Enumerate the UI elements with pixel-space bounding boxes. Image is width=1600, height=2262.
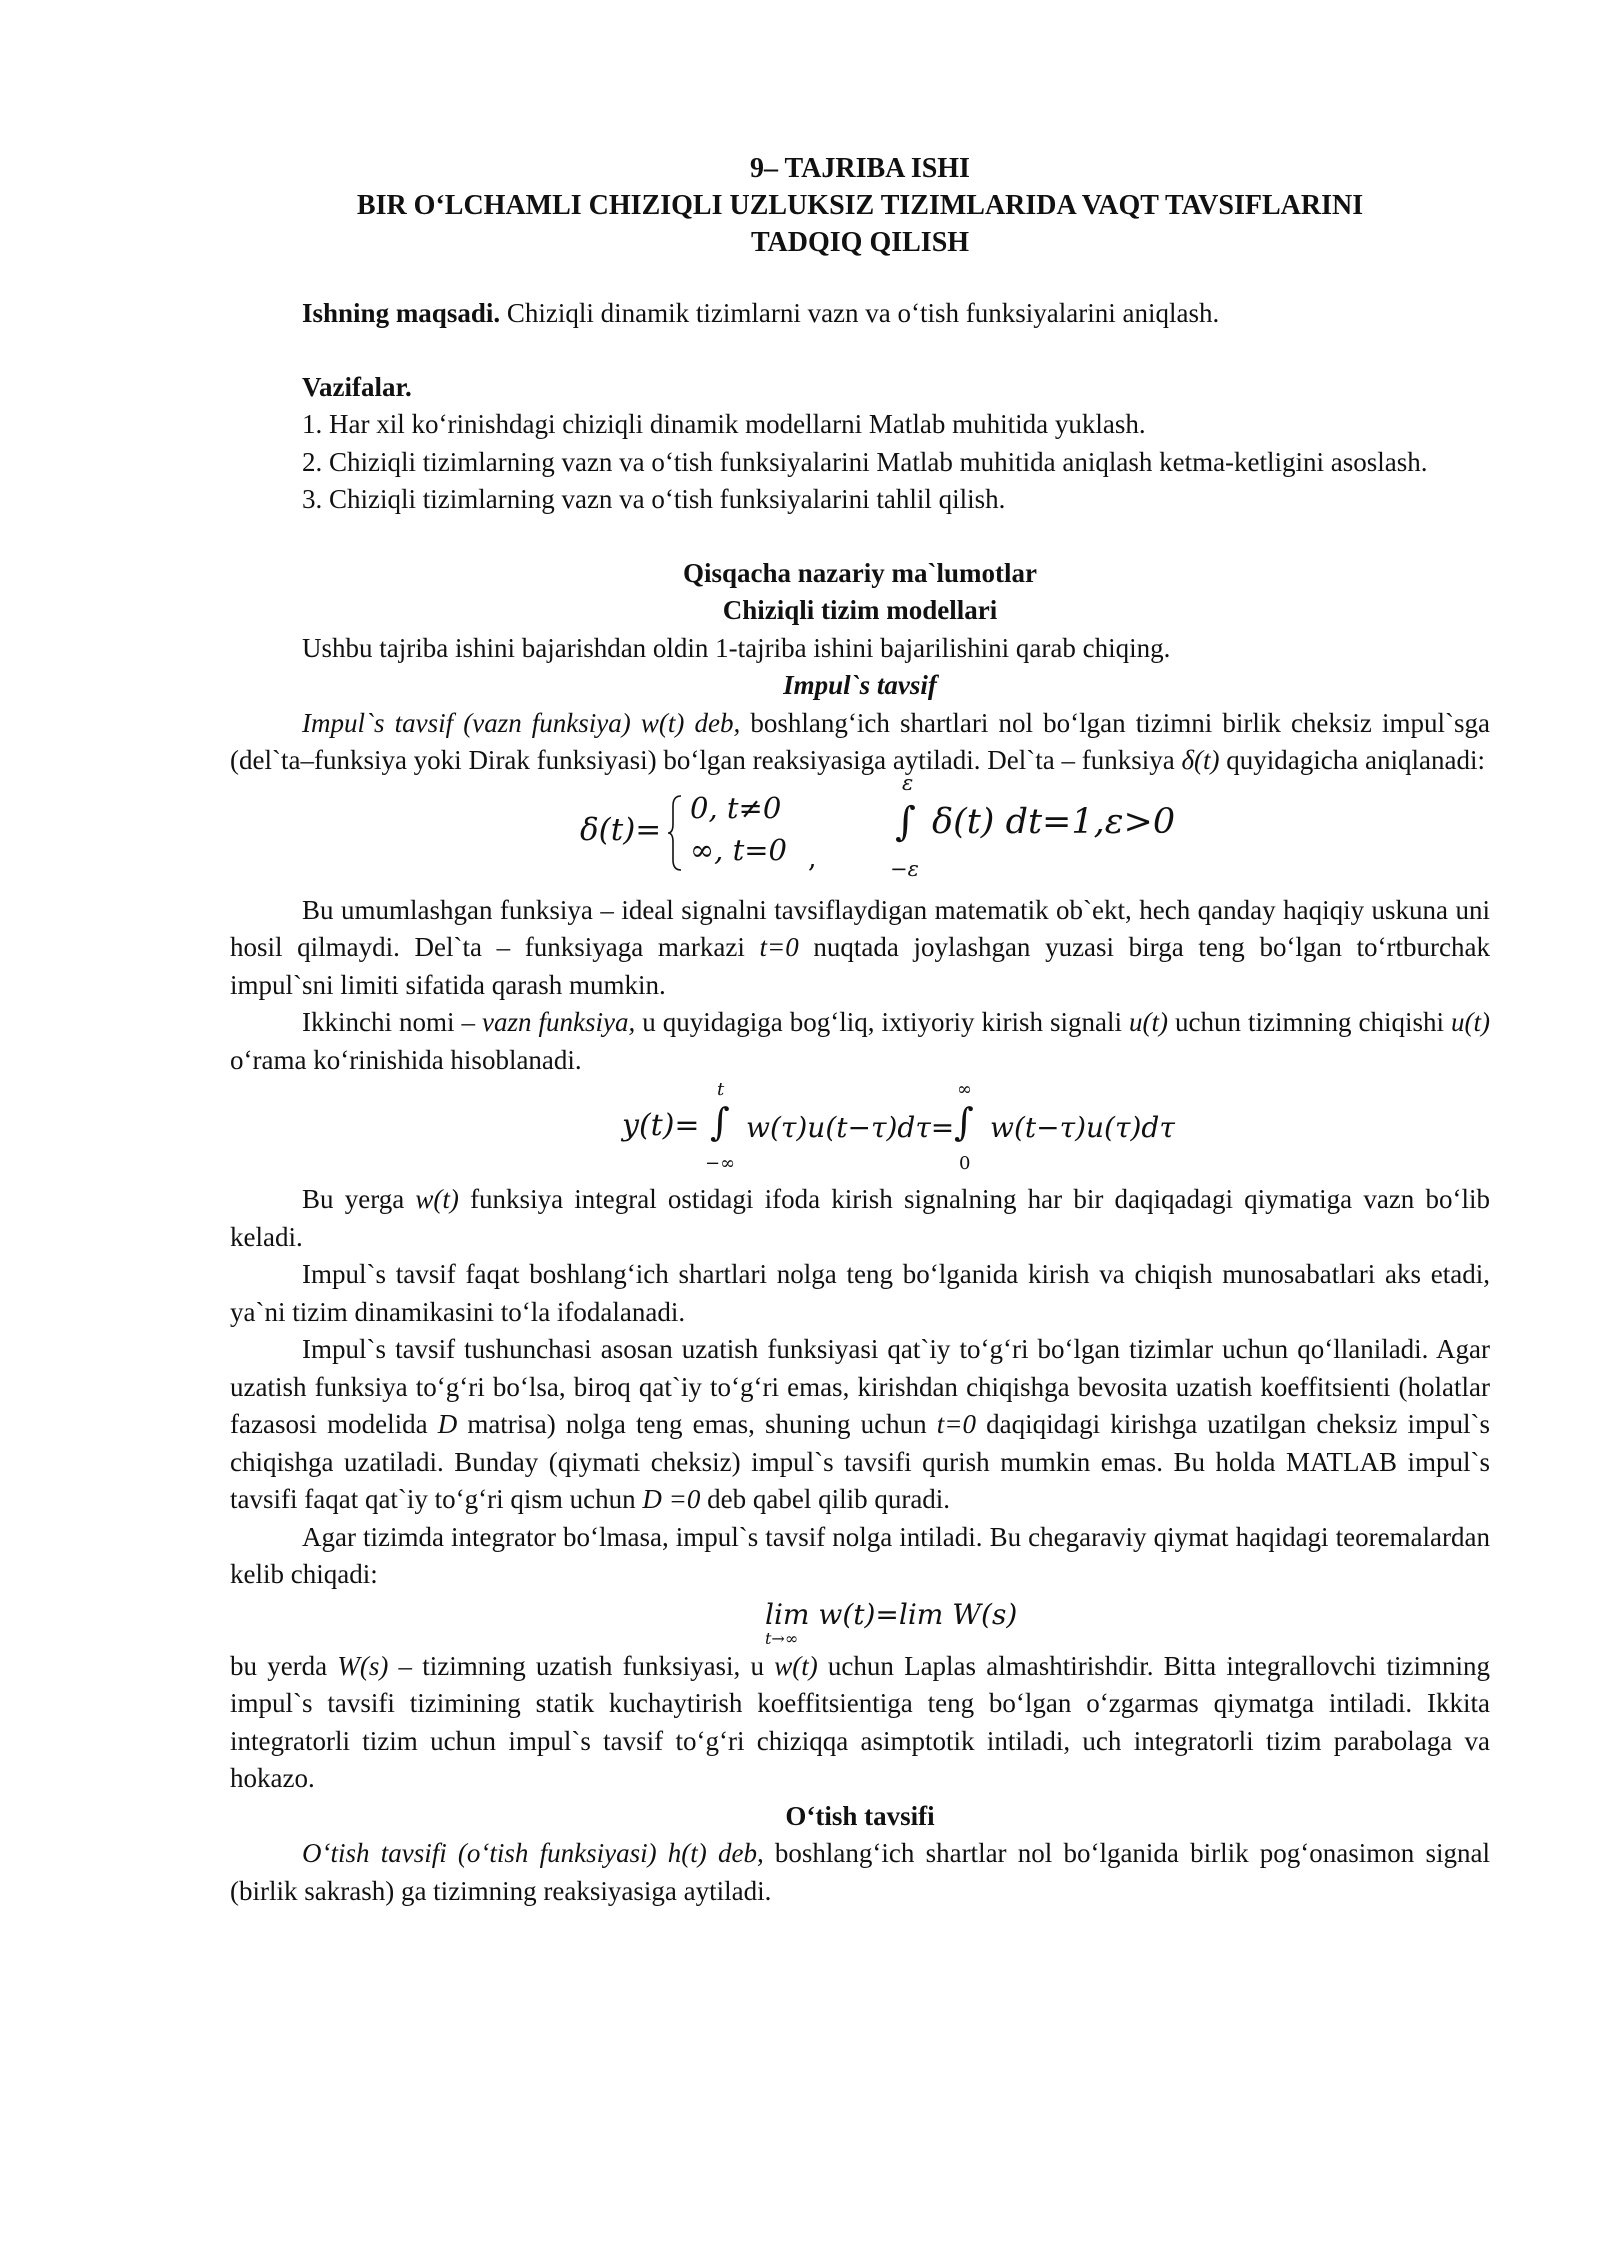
- p5-text-b: funksiya integral ostidagi ifoda kirish signalning har bir daqiqadagi qiymatiga vazn bo‘lib keladi.: [230, 1184, 1490, 1252]
- paragraph-transfer-function: [230, 1648, 1490, 1798]
- eq2-mid: w(τ)u(t−τ)dτ=: [746, 1111, 955, 1144]
- paragraph-step-definition: [230, 1835, 1490, 1910]
- paragraph-integrator: Agar tizimda integrator bo‘lmasa, impul`s tavsif nolga intiladi. Bu chegaraviy qiymat haqidagi teoremalardan kelib chiqadi:: [230, 1521, 1490, 1589]
- eq1-case1: 0, t≠0: [690, 790, 782, 825]
- eq1-brace-icon: [667, 794, 685, 872]
- impulse-definition-end: quyidagicha aniqlanadi:: [1219, 745, 1485, 775]
- task-item-3: 3. Chiziqli tizimlarning vazn va o‘tish funksiyalarini tahlil qilish.: [302, 484, 1006, 514]
- paragraph-generalized-function: [230, 892, 1490, 1005]
- p4-text-c: uchun tizimning chiqishi: [1168, 1007, 1451, 1037]
- eq1-integrand: δ(t) dt=1,ε>0: [932, 801, 1176, 842]
- equation-convolution: [230, 1079, 1490, 1181]
- eq1-integral-icon: ∫: [895, 798, 916, 845]
- lab-number: 9– TAJRIBA ISHI: [750, 153, 970, 184]
- p9-wt: w(t): [774, 1650, 818, 1681]
- task-item-1: 1. Har xil ko‘rinishdagi chiziqli dinamik modellarni Matlab muhitida yuklash.: [302, 409, 1146, 439]
- delta-symbol: δ(t): [1181, 745, 1220, 775]
- p7-D: D: [437, 1409, 458, 1439]
- lab-title-line1: BIR O‘LCHAMLI CHIZIQLI UZLUKSIZ TIZIMLARIDA VAQT TAVSIFLARINI: [356, 190, 1364, 221]
- eq2-upper2: ∞: [957, 1079, 972, 1100]
- eq2-end: w(t−τ)u(τ)dτ: [990, 1111, 1175, 1144]
- p9-text-b: – tizimning uzatish funksiyasi, u: [388, 1650, 775, 1681]
- impulse-definition-term: Impul`s tavsif (vazn funksiya) w(t) deb,: [302, 707, 741, 738]
- p7-t-zero: t=0: [936, 1409, 976, 1439]
- step-definition-text: boshlang‘ich shartlar nol bo‘lganida birlik pog‘onasimon signal (birlik sakrash) ga tizimning reaksiyasiga aytiladi.: [230, 1838, 1490, 1906]
- eq2-integral1-icon: ∫: [710, 1100, 730, 1144]
- task-item-2: 2. Chiziqli tizimlarning vazn va o‘tish funksiyalarini Matlab muhitida aniqlash ketma-ketligini asoslash.: [302, 446, 1428, 477]
- eq1-comma: ,: [808, 842, 817, 874]
- purpose-label: Ishning maqsadi.: [302, 298, 501, 328]
- eq3-subscript: t→∞: [765, 1628, 799, 1648]
- p7-text-d: deb qabel qilib quradi.: [700, 1484, 951, 1514]
- eq1-case2: ∞, t=0: [690, 832, 787, 867]
- purpose-text: Chiziqli dinamik tizimlarni vazn va o‘tish funksiyalarini aniqlash.: [500, 298, 1220, 328]
- paragraph-weight-meaning: [230, 1181, 1490, 1256]
- paragraph-weight-function: [230, 1004, 1490, 1079]
- p3-text-b: nuqtada joylashgan yuzasi birga teng bo‘lgan to‘rtburchak impul`sni limiti sifatida qarash mumkin.: [230, 932, 1490, 1000]
- eq2-upper1: t: [717, 1079, 725, 1100]
- p7-D-zero: D =0: [642, 1484, 701, 1514]
- p5-text-a: Bu yerga: [302, 1184, 416, 1214]
- p7-text-b: matrisa) nolga teng emas, shuning uchun: [457, 1409, 937, 1439]
- eq1-lhs: δ(t)=: [580, 811, 662, 848]
- document-content: [230, 150, 1490, 1910]
- section-step-response: O‘tish tavsifi: [785, 1800, 935, 1831]
- eq1-lower-limit: −ε: [890, 856, 919, 881]
- eq2-integral2-icon: ∫: [954, 1100, 974, 1144]
- p3-t-zero: t=0: [759, 932, 799, 962]
- eq2-lower1: −∞: [705, 1153, 736, 1174]
- p3-text-a: Bu umumlashgan funksiya – ideal signalni tavsiflaydigan matematik ob`ekt, hech qanday haqiqiy uskuna uni hosil qilmaydi. Del`ta – funksiyaga markazi: [230, 894, 1490, 962]
- paragraph-impulse-definition: [230, 705, 1490, 780]
- eq2-lhs: y(t)=: [622, 1108, 700, 1143]
- p9-Ws: W(s): [337, 1650, 389, 1681]
- p9-text-a: bu yerda: [230, 1650, 338, 1681]
- impulse-definition-text: boshlang‘ich shartlari nol bo‘lgan tizimni birlik cheksiz impul`sga (del`ta–funksiya yoki Dirak funksiyasi) bo‘lgan reaksiyasiga aytiladi. Del`ta – funksiya: [230, 707, 1491, 775]
- p4-ut: u(t): [1129, 1007, 1168, 1037]
- section-impulse-response: Impul`s tavsif: [783, 670, 937, 700]
- paragraph-zero-conditions: Impul`s tavsif faqat boshlang‘ich shartlari nolga teng bo‘lganida kirish va chiqish munosabatlari aks etadi, ya`ni tizim dinamikasini to‘la ifodalanadi.: [230, 1259, 1490, 1327]
- section-linear-models: Chiziqli tizim modellari: [722, 595, 998, 625]
- lab-title-line2: TADQIQ QILISH: [750, 227, 970, 258]
- p4-text-a: Ikkinchi nomi –: [302, 1007, 483, 1037]
- p4-text-d: o‘rama ko‘rinishida hisoblanadi.: [230, 1044, 582, 1075]
- p4-term: vazn funksiya,: [482, 1007, 636, 1037]
- p7-text-a: Impul`s tavsif tushunchasi asosan uzatish funksiyasi qat`iy to‘g‘ri bo‘lgan tizimlar uchun qo‘llaniladi. Agar uzatish funksiya to‘g‘ri bo‘lsa, biroq qat`iy to‘g‘ri emas, kirishdan chiqishga bevosita uzatish koeffitsienti (holatlar fazasosi modelida: [230, 1334, 1490, 1439]
- equation-limit: [230, 1594, 1490, 1648]
- step-definition-term: O‘tish tavsifi (o‘tish funksiyasi) h(t) deb,: [302, 1838, 764, 1868]
- paragraph-intro: Ushbu tajriba ishini bajarishdan oldin 1-tajriba ishini bajarilishini qarab chiqing.: [302, 632, 1171, 663]
- p7-text-c: daqiqidagi kirishga uzatilgan cheksiz impul`s chiqishga uzatiladi. Bunday (qiymati cheksiz) impul`s tavsifi qurish mumkin emas. Bu holda MATLAB impul`s tavsifi faqat qat`iy to‘g‘ri qism uchun: [230, 1409, 1490, 1514]
- p5-wt: w(t): [415, 1184, 459, 1214]
- tasks-heading: Vazifalar.: [302, 371, 412, 402]
- theory-heading: Qisqacha nazariy ma`lumotlar: [683, 557, 1037, 588]
- eq3-main: lim w(t)=lim W(s): [765, 1597, 1018, 1631]
- eq1-upper-limit: ε: [902, 770, 914, 795]
- equation-delta-function: [230, 770, 1490, 892]
- eq2-lower2: 0: [959, 1153, 971, 1174]
- purpose-paragraph: [230, 295, 1490, 333]
- paragraph-strictly-proper: [230, 1331, 1490, 1519]
- p4-ut2: u(t): [1451, 1007, 1490, 1037]
- p9-text-c: uchun Laplas almashtirishdir. Bitta integrallovchi tizimning impul`s tavsifi tizimining statik kuchaytirish koeffitsientiga teng bo‘lgan o‘zgarmas qiymatga intiladi. Ikkita integratorli tizim uchun impul`s tavsif to‘g‘ri chiziqqa asimptotik intiladi, uch integratorli tizim parabolaga va hokazo.: [230, 1650, 1490, 1793]
- p4-text-b: u quyidagiga bog‘liq, ixtiyoriy kirish signali: [635, 1007, 1130, 1037]
